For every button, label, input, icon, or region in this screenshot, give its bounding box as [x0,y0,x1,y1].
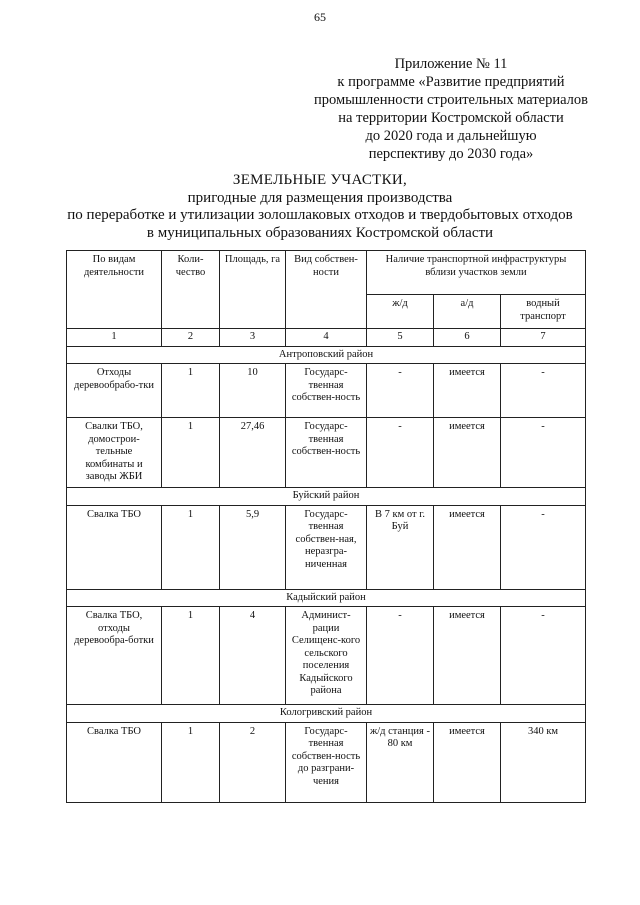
page-number: 65 [314,10,326,24]
title-line: по переработке и утилизации золошлаковых отходов и твердобытовых отходов [67,207,573,223]
header-count: Коли-чество [162,251,220,329]
header-water: водный транспорт [501,295,586,329]
cell-area: 10 [220,364,286,418]
header-row [67,251,586,295]
cell-water: - [501,418,586,488]
cell-water: - [501,607,586,705]
cell-activity: Свалка ТБО [67,722,162,802]
table-row [67,418,586,488]
cell-road: имеется [434,364,501,418]
table-row [67,607,586,705]
cell-area: 5,9 [220,505,286,589]
cell-ownership: Государс-твенная собствен-ность до разграни-чения [286,722,367,802]
district-row [67,589,586,607]
appendix-line: к программе «Развитие предприятий [337,74,565,90]
cell-area: 2 [220,722,286,802]
district-name: Кологривский район [67,705,586,723]
cell-ownership: Админист-рации Селищенс-кого сельского поселения Кадыйского района [286,607,367,705]
header-road: а/д [434,295,501,329]
cell-rail: - [367,418,434,488]
cell-activity: Свалка ТБО [67,505,162,589]
cell-road: имеется [434,418,501,488]
column-number: 7 [501,329,586,347]
cell-road: имеется [434,505,501,589]
district-row [67,346,586,364]
cell-ownership: Государс-твенная собствен-ность [286,364,367,418]
cell-water: - [501,505,586,589]
title-main: ЗЕМЕЛЬНЫЕ УЧАСТКИ, [232,172,408,188]
header-area: Площадь, га [220,251,286,329]
appendix-line: на территории Костромской области [338,110,564,126]
cell-count: 1 [162,722,220,802]
column-number: 3 [220,329,286,347]
district-row [67,488,586,506]
cell-area: 27,46 [220,418,286,488]
document-title [0,172,640,242]
appendix-line: перспективу до 2030 года» [368,146,534,162]
column-number: 5 [367,329,434,347]
land-plots-table [66,250,586,803]
column-number: 4 [286,329,367,347]
header-ownership: Вид собствен-ности [286,251,367,329]
district-name: Антроповский район [67,346,586,364]
cell-count: 1 [162,418,220,488]
cell-activity: Отходы деревообрабо-тки [67,364,162,418]
appendix-line: промышленности строительных материалов [313,92,589,108]
table-row [67,722,586,802]
header-rail: ж/д [367,295,434,329]
header-transport: Наличие транспортной инфраструктуры вблизи участков земли [367,251,586,295]
header-activity: По видам деятельности [67,251,162,329]
cell-road: имеется [434,607,501,705]
cell-rail: - [367,607,434,705]
appendix-line: до 2020 года и дальнейшую [365,128,537,144]
table-row [67,364,586,418]
title-line: в муниципальных образованиях Костромской области [146,224,494,241]
district-name: Кадыйский район [67,589,586,607]
column-number: 6 [434,329,501,347]
title-line: пригодные для размещения производства [187,189,453,206]
column-number: 1 [67,329,162,347]
cell-rail: - [367,364,434,418]
appendix-line: Приложение № 11 [394,56,508,72]
column-number: 2 [162,329,220,347]
cell-rail: В 7 км от г. Буй [367,505,434,589]
cell-area: 4 [220,607,286,705]
cell-activity: Свалки ТБО, домострои-тельные комбинаты и заводы ЖБИ [67,418,162,488]
cell-water: 340 км [501,722,586,802]
cell-count: 1 [162,364,220,418]
district-row [67,705,586,723]
cell-count: 1 [162,505,220,589]
appendix-heading [306,55,596,163]
cell-count: 1 [162,607,220,705]
cell-ownership: Государс-твенная собствен-ная, неразгра-ниченная [286,505,367,589]
district-name: Буйский район [67,488,586,506]
cell-rail: ж/д станция - 80 км [367,722,434,802]
cell-road: имеется [434,722,501,802]
table-row [67,505,586,589]
cell-water: - [501,364,586,418]
cell-ownership: Государс-твенная собствен-ность [286,418,367,488]
column-numbers-row [67,329,586,347]
cell-activity: Свалка ТБО, отходы деревообра-ботки [67,607,162,705]
